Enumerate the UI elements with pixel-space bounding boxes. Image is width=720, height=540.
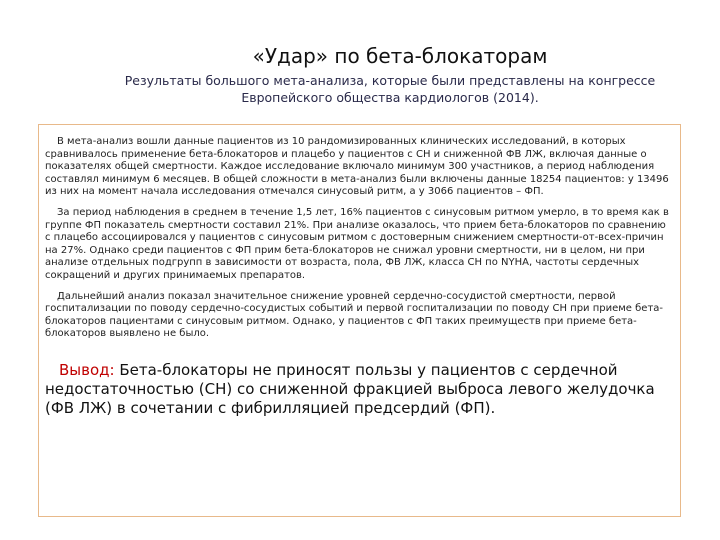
paragraph-mortality-results: За период наблюдения в среднем в течение 1,5 лет, 16% пациентов с синусовым ритмом умерло, в то время как в группе ФП показатель смертности составил 21%. При анализе оказалось, что прием бета-блокаторов по сравнению с плацебо ассоциировался у пациентов с синусовым ритмом с достоверным снижением смертности-от-всех-причин на 27%. Однако среди пациентов с ФП прим бета-блокаторов не снижал уровни смертности, ни в целом, ни при анализе отдельных подгрупп в зависимости от возраста, пола, ФВ ЛЖ, класса СН по NYHA, частоты сердечных сокращений и других принимаемых препаратов. — [45, 206, 669, 281]
slide-title: «Удар» по бета-блокаторам — [252, 44, 548, 68]
paragraph-further-analysis: Дальнейший анализ показал значительное снижение уровней сердечно-сосудистой смертности, первой госпитализации по поводу сердечно-сосудистых событий и первой госпитализации по поводу СН при приеме бета-блокаторов пациентами с синусовым ритмом. Однако, у пациентов с ФП таких преимуществ при приеме бета-блокаторов выявлено не было. — [45, 290, 664, 340]
paragraph-meta-analysis-design: В мета-анализ вошли данные пациентов из 10 рандомизированных клинических исследований, в которых сравнивалось применение бета-блокаторов и плацебо у пациентов с СН и сниженной ФВ ЛЖ, включая данные о показателях общей смертности. Каждое исследование включало минимум 300 участников, а период наблюдения составлял минимум 6 месяцев. В общей сложности в мета-анализ были включены данные 18254 пациентов: у 13496 из них на момент начала исследования отмечался синусовый ритм, а у 3066 пациентов – ФП. — [45, 136, 669, 198]
conclusion-label: Вывод: — [59, 360, 115, 379]
conclusion — [45, 361, 672, 418]
content-box — [38, 124, 681, 517]
conclusion-text: Бета-блокаторы не приносят пользы у пациентов с сердечной недостаточностью (СН) со сниженной фракцией выброса левого желудочка (ФВ ЛЖ) в сочетании с фибрилляцией предсердий (ФП). — [45, 360, 655, 417]
slide-subtitle: Результаты большого мета-анализа, которые были представлены на конгрессе Европейского общества кардиологов (2014). — [124, 73, 656, 105]
